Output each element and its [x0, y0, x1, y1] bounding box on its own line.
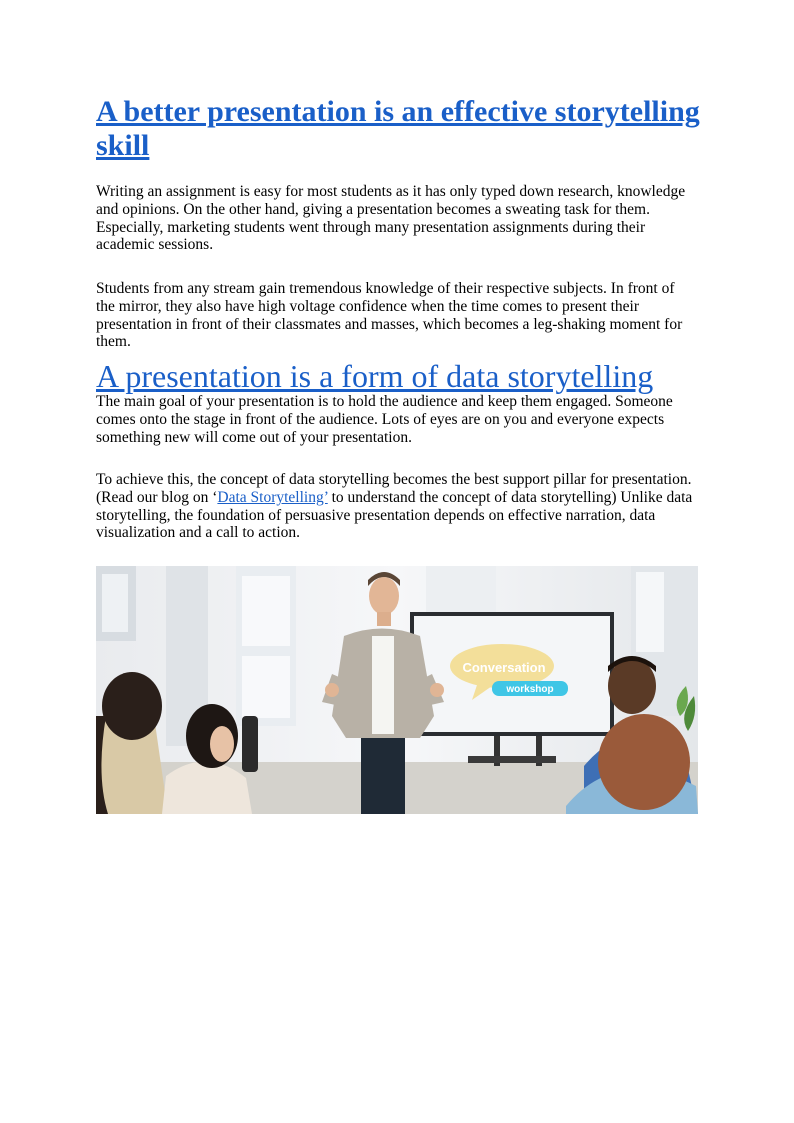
section-heading: A presentation is a form of data storytelling — [96, 358, 654, 394]
paragraph-4-text-after: to understand the concept of data storytelling) Unlike data storytelling, the foundation of persuasive presentation depends on effective narration, data visualization and a call to action. — [96, 488, 693, 542]
main-heading: A better presentation is an effective storytelling skill — [96, 95, 700, 162]
paragraph-4 — [96, 471, 696, 542]
paragraph-3: The main goal of your presentation is to hold the audience and keep them engaged. Someone comes onto the stage in front of the audience. Lots of eyes are on you and everyone expects something new will come out of your presentation. — [96, 393, 673, 446]
screen-subtitle-text: workshop — [506, 684, 554, 695]
paragraph-2: Students from any stream gain tremendous knowledge of their respective subjects. In front of the mirror, they also have high voltage confidence when the time comes to present their presentation in front of their classmates and masses, which becomes a leg-shaking moment for them. — [96, 280, 683, 351]
screen-title-text: Conversation — [462, 660, 546, 675]
presentation-photo — [96, 566, 698, 814]
paragraph-4-text-before: To achieve this, the concept of data storytelling becomes the best support pillar for presentation. (Read our blog on ‘ — [96, 471, 692, 506]
paragraph-1: Writing an assignment is easy for most students as it has only typed down research, knowledge and opinions. On the other hand, giving a presentation becomes a sweating task for them. Especially, marketing students went through many presentation assignments during their academic sessions. — [96, 183, 686, 254]
data-storytelling-link[interactable]: Data Storytelling’ — [217, 488, 328, 506]
